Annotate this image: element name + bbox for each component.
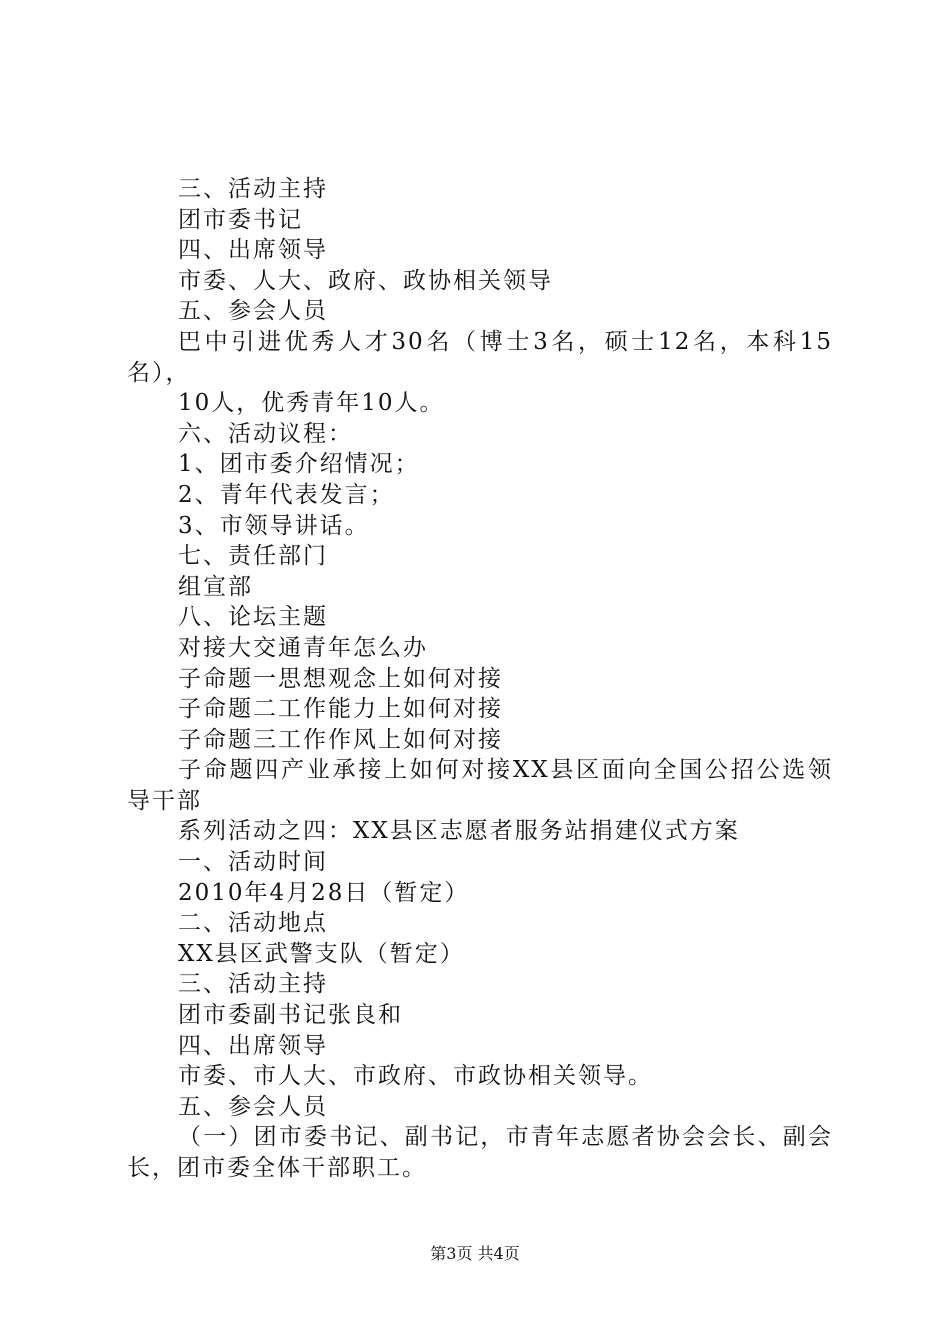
text-line: 团市委书记 [178, 206, 303, 233]
text-line: 10人，优秀青年10人。 [178, 390, 445, 417]
page-footer: 第3页 共4页 [430, 1244, 520, 1263]
section-heading: 六、活动议程： [178, 420, 353, 447]
text-line: 子命题二工作能力上如何对接 [178, 696, 503, 723]
section-heading: 七、责任部门 [178, 543, 328, 570]
section-heading: 三、活动主持 [178, 176, 328, 202]
section-heading: 八、论坛主题 [178, 604, 328, 631]
text-line: XX县区武警支队（暂定） [178, 940, 465, 967]
paragraph: （一）团市委书记、副书记，市青年志愿者协会会长、副会长，团市委全体干部职工。 [127, 1124, 833, 1181]
text-line: 子命题一思想观念上如何对接 [178, 665, 503, 692]
text-line: 组宣部 [178, 573, 253, 600]
section-heading: 五、参会人员 [178, 298, 328, 325]
text-line: 2010年4月28日（暂定） [178, 879, 470, 906]
section-heading: 四、出席领导 [178, 237, 328, 264]
list-item: 1、团市委介绍情况； [178, 451, 420, 478]
text-line: 对接大交通青年怎么办 [178, 634, 428, 661]
text-line: 团市委副书记张良和 [178, 1002, 403, 1029]
text-line: 子命题三工作作风上如何对接 [178, 726, 503, 753]
section-heading: 五、参会人员 [178, 1093, 328, 1120]
list-item: 3、市领导讲话。 [178, 512, 370, 539]
text-line: 市委、市人大、市政府、市政协相关领导。 [178, 1063, 653, 1090]
section-heading: 四、出席领导 [178, 1032, 328, 1059]
paragraph: 子命题四产业承接上如何对接XX县区面向全国公招公选领导干部 [127, 757, 833, 814]
paragraph: 巴中引进优秀人才30名（博士3名，硕士12名，本科15名）， [127, 328, 833, 386]
section-title: 系列活动之四：XX县区志愿者服务站捐建仪式方案 [178, 818, 740, 845]
text-line: 市委、人大、政府、政协相关领导 [178, 267, 553, 294]
section-heading: 二、活动地点 [178, 910, 328, 937]
list-item: 2、青年代表发言； [178, 481, 395, 508]
document-body [127, 174, 833, 1184]
section-heading: 三、活动主持 [178, 971, 328, 998]
section-heading: 一、活动时间 [178, 849, 328, 876]
